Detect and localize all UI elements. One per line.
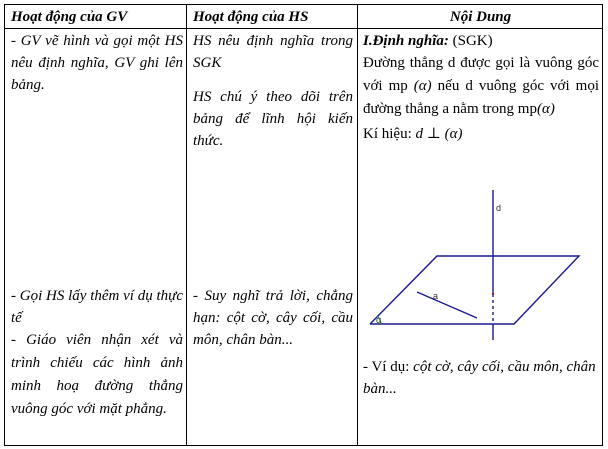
definition-heading-suffix: (SGK) [448,33,493,49]
example-label: - Ví dụ: [363,359,414,375]
gv-block-2: - Gọi HS lấy thêm ví dụ thực tế [11,288,183,326]
hs-block-3: - Suy nghĩ trả lời, chẳng hạn: cột cờ, cây cối, cầu môn, chân bàn... [193,288,353,348]
hs-block-1: HS nêu định nghĩa trong SGK [193,33,353,71]
header-hs: Hoạt động của HS [193,9,309,25]
notation-label: Kí hiệu: [363,126,416,142]
header-gv: Hoạt động của GV [11,9,128,25]
plane-alpha [370,256,579,324]
example-text: cột cờ, cây cối, cầu môn, chân bàn... [363,359,596,397]
definition-part2: nếu d vuông góc với mọi đường thẳng a nằm trong mp [363,78,599,117]
intersection-point [492,293,494,295]
definition-heading: I.Định nghĩa: [363,33,449,49]
definition-part1: Đường thẳng d được gọi là vuông góc với mp [363,55,599,94]
label-d: d [496,203,502,213]
gv-block-3: - Giáo viên nhận xét và trình chiếu các hình ảnh minh hoạ đường thẳng vuông góc với mặt phẳng. [11,332,183,417]
example-block [363,356,599,400]
alpha-symbol: (α) [413,78,432,94]
column-divider [357,5,358,445]
column-divider [186,5,187,445]
notation-formula: d ⊥ (α) [415,126,463,142]
header-noidung: Nội Dung [449,9,512,25]
label-a: a [433,291,439,301]
definition-block [363,30,599,145]
perpendicular-line-plane-diagram [360,185,600,345]
hs-block-2: HS chú ý theo dõi trên bảng để lĩnh hội kiến thức. [193,89,353,149]
alpha-symbol: (α) [536,101,555,117]
line-a [417,292,477,318]
label-alpha: α [376,315,382,325]
gv-block-1: - GV vẽ hình và gọi một HS nêu định nghĩa, GV ghi lên bảng. [11,33,183,93]
